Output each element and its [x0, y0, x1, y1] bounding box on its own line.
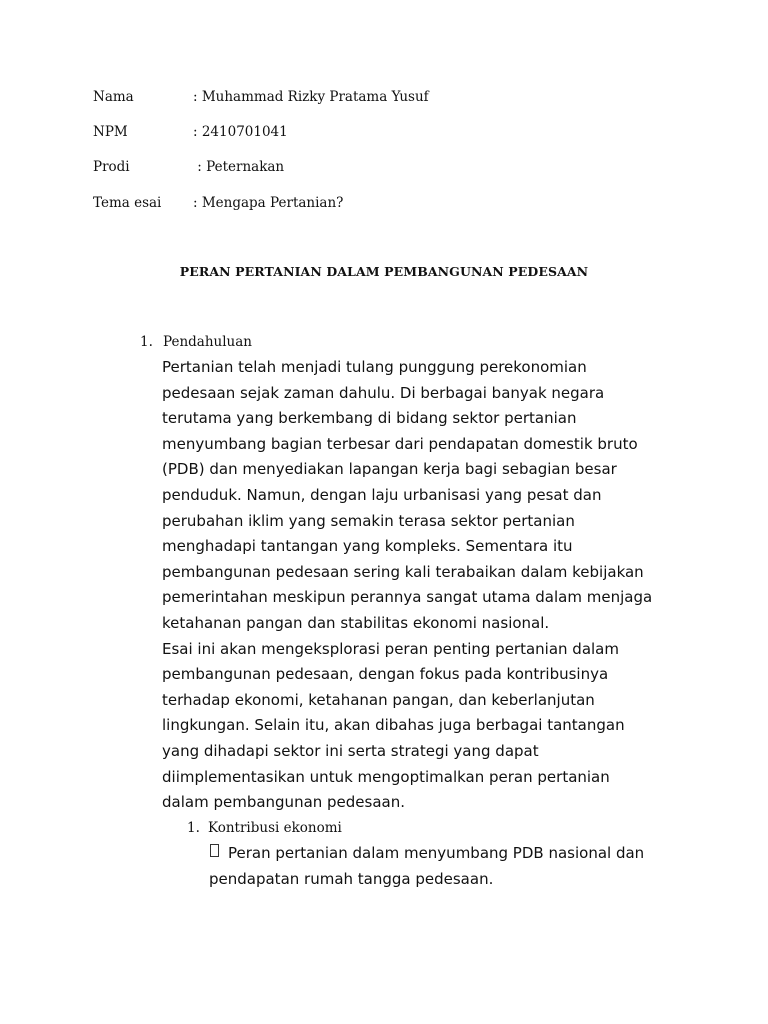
- bullet-item: [209, 840, 644, 892]
- paragraph-line: pemerintahan meskipun perannya sangat utama dalam menjaga: [162, 588, 653, 607]
- subsection-number: 1.: [187, 820, 200, 836]
- paragraph-line: pembangunan pedesaan sering kali terabaikan dalam kebijakan: [162, 562, 644, 581]
- paragraph-line: ketahanan pangan dan stabilitas ekonomi nasional.: [162, 613, 550, 632]
- paragraph-introduction: [162, 355, 692, 816]
- meta-row-prodi: [93, 158, 284, 176]
- subsection-heading: Kontribusi ekonomi: [208, 820, 342, 836]
- paragraph-line: Esai ini akan mengeksplorasi peran penting pertanian dalam: [162, 639, 619, 658]
- paragraph-line: terutama yang berkembang di bidang sektor pertanian: [162, 409, 577, 428]
- meta-row-nama: [93, 88, 429, 106]
- paragraph-line: terhadap ekonomi, ketahanan pangan, dan keberlanjutan: [162, 690, 595, 709]
- section-number: 1.: [140, 334, 153, 350]
- paragraph-line: penduduk. Namun, dengan laju urbanisasi yang pesat dan: [162, 485, 602, 504]
- essay-title: PERAN PERTANIAN DALAM PEMBANGUNAN PEDESAAN: [179, 264, 589, 279]
- paragraph-line: pembangunan pedesaan, dengan fokus pada kontribusinya: [162, 665, 609, 684]
- paragraph-line: lingkungan. Selain itu, akan dibahas juga berbagai tantangan: [162, 716, 625, 735]
- paragraph-line: diimplementasikan untuk mengoptimalkan peran pertanian: [162, 767, 610, 786]
- meta-label: Prodi: [93, 159, 130, 175]
- section-heading: Pendahuluan: [163, 334, 252, 350]
- meta-value: : Muhammad Rizky Pratama Yusuf: [193, 89, 429, 105]
- paragraph-line: perubahan iklim yang semakin terasa sektor pertanian: [162, 511, 575, 530]
- meta-label: Tema esai: [93, 195, 162, 211]
- meta-row-tema-esai: [93, 194, 343, 212]
- paragraph-line: menghadapi tantangan yang kompleks. Sementara itu: [162, 537, 573, 556]
- meta-value: : Peternakan: [193, 159, 285, 175]
- bullet-line: Peran pertanian dalam menyumbang PDB nasional dan: [228, 844, 645, 862]
- paragraph-line: menyumbang bagian terbesar dari pendapatan domestik bruto: [162, 434, 638, 453]
- paragraph-line: Pertanian telah menjadi tulang punggung perekonomian: [162, 358, 587, 376]
- paragraph-line: yang dihadapi sektor ini serta strategi yang dapat: [162, 741, 539, 760]
- bullet-line: pendapatan rumah tangga pedesaan.: [209, 870, 494, 888]
- meta-row-npm: [93, 123, 288, 141]
- meta-value: : 2410701041: [193, 124, 288, 140]
- paragraph-line: (PDB) dan menyediakan lapangan kerja bagi sebagian besar: [162, 460, 617, 479]
- paragraph-line: pedesaan sejak zaman dahulu. Di berbagai banyak negara: [162, 383, 605, 402]
- meta-value: : Mengapa Pertanian?: [193, 195, 344, 211]
- paragraph-line: dalam pembangunan pedesaan.: [162, 793, 406, 812]
- meta-label: NPM: [93, 124, 128, 140]
- meta-label: Nama: [93, 89, 134, 105]
